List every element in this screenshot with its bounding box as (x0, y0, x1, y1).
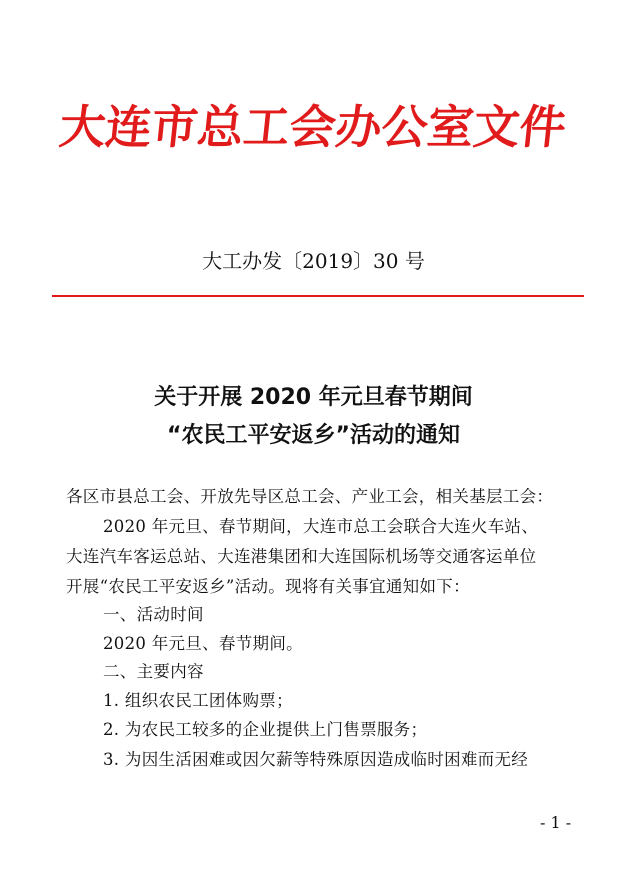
header-char: 文 (470, 100, 523, 154)
header-char: 工 (240, 100, 293, 154)
header-char: 市 (148, 100, 201, 154)
paragraph-line: 大连汽车客运总站、大连港集团和大连国际机场等交通客运单位 (66, 547, 537, 566)
list-item: 3. 为因生活困难或因欠薪等特殊原因造成临时困难而无经 (103, 750, 529, 769)
list-item: 1. 组织农民工团体购票； (103, 691, 293, 710)
section-heading: 二、主要内容 (103, 662, 204, 681)
header-char: 公 (378, 100, 431, 154)
red-divider-line (52, 295, 584, 297)
issuing-office-header (56, 84, 569, 164)
header-char: 件 (516, 100, 569, 154)
section-heading: 一、活动时间 (103, 605, 204, 624)
document-title-line-2: “农民工平安返乡”活动的通知 (167, 423, 460, 448)
addressee-line: 各区市县总工会、开放先导区总工会、产业工会，相关基层工会： (66, 487, 554, 506)
page-number: - 1 - (540, 813, 572, 832)
paragraph-line: 2020 年元旦、春节期间，大连市总工会联合大连火车站、 (103, 517, 539, 536)
document-title-line-1: 关于开展 2020 年元旦春节期间 (154, 385, 473, 410)
header-char: 连 (102, 100, 155, 154)
list-item: 2. 为农民工较多的企业提供上门售票服务； (103, 720, 428, 739)
header-char: 大 (56, 100, 109, 154)
header-char: 办 (332, 100, 385, 154)
document-number: 大工办发〔2019〕30 号 (202, 249, 425, 273)
section-text: 2020 年元旦、春节期间。 (103, 634, 303, 653)
header-char: 会 (286, 100, 339, 154)
header-char: 总 (194, 100, 247, 154)
header-char: 室 (424, 100, 477, 154)
paragraph-line: 开展“农民工平安返乡”活动。现将有关事宜通知如下： (66, 577, 470, 596)
